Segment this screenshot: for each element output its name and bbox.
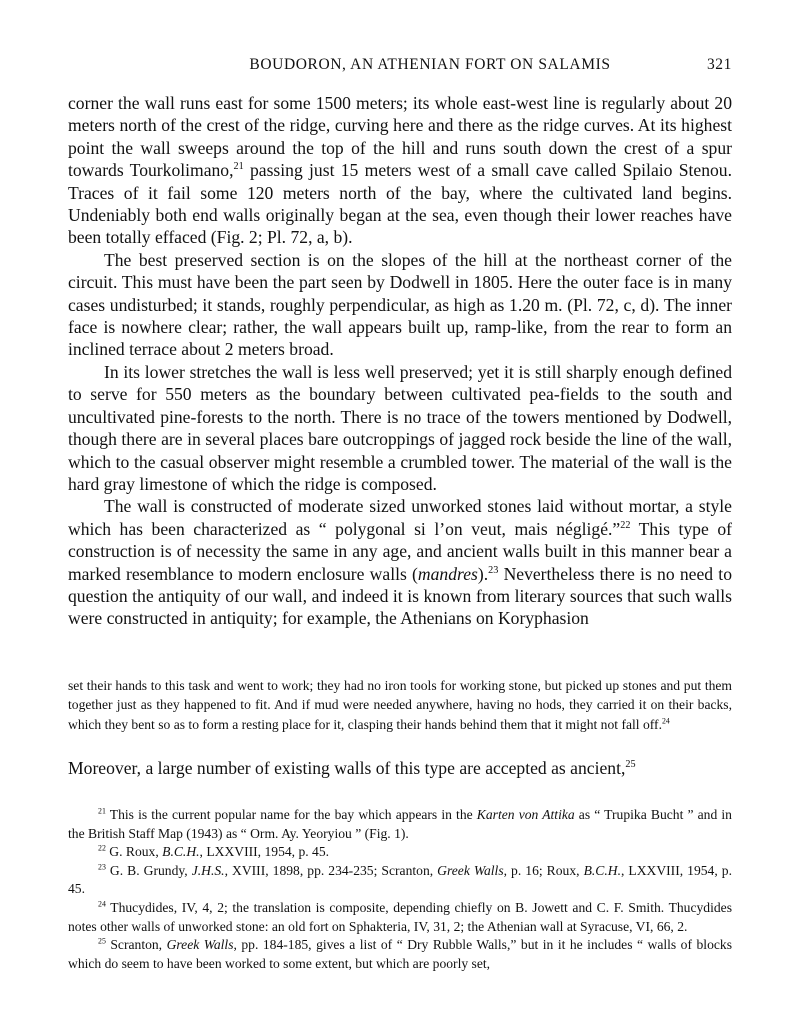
main-text xyxy=(68,92,732,630)
paragraph-4-text-d: Nevertheless there is no need to question the antiquity of our wall, and indeed it is known from literary sources that such walls were constructed in antiquity; for example, the Athenians on Koryphasion xyxy=(68,563,732,629)
footnote-number: 22 xyxy=(98,843,106,853)
footnote-text: , XVIII, 1898, pp. 234-235; Scranton, xyxy=(224,862,438,878)
paragraph-3: In its lower stretches the wall is less well preserved; yet it is still sharply enough defined to serve for 550 meters as the boundary between cultivated pea-fields to the south and uncultivated pine-forests to the north. There is no trace of the towers mentioned by Dodwell, though there are in several places bare outcroppings of jagged rock beside the line of the wall, which to the casual observer might resemble a crumbled tower. The material of the wall is the hard gray limestone of which the ridge is composed. xyxy=(68,361,732,494)
paragraph-after-quote xyxy=(68,757,732,779)
footnotes xyxy=(68,806,732,973)
paragraph-1-text-a: corner the wall runs east for some 1500 meters; its whole east-west line is regularly about 20 meters north of the crest of the ridge, curving here and there as the ridge curves. At its highest point the wall sweeps around the top of the hill and runs south down the crest of a spur towards Tourkolimano, xyxy=(68,93,732,181)
block-quote xyxy=(68,676,732,734)
footnote-italic: Greek Walls xyxy=(166,937,234,953)
footnote-text: , pp. 184-185, gives a list of “ Dry Rubble Walls,” but in it he includes “ walls of blocks which do seem to have been worked to some extent, but which are poorly set, xyxy=(68,937,732,971)
footnote-text: , LXXVIII, 1954, p. 45. xyxy=(199,844,330,860)
footnote-ref-25[interactable]: 25 xyxy=(625,759,636,771)
footnote-text: , LXXVIII, 1954, p. 45. xyxy=(68,862,732,897)
paragraph-4-text-c: ). xyxy=(477,563,489,584)
footnote-number: 23 xyxy=(98,862,106,872)
footnote-italic: B.C.H. xyxy=(162,844,200,860)
paragraph-1 xyxy=(68,92,732,249)
footnote-text: This is the current popular name for the bay which appears in the xyxy=(105,807,477,822)
footnote-ref-23[interactable]: 23 xyxy=(488,564,499,576)
footnote-number: 21 xyxy=(98,806,106,816)
footnote-ref-24[interactable]: 24 xyxy=(661,716,670,726)
italic-term-mandres: mandres xyxy=(417,563,478,584)
paragraph-4 xyxy=(68,495,732,629)
footnote-text: Scranton, xyxy=(105,937,167,953)
footnote-italic: Karten von Attika xyxy=(476,807,575,822)
footnote-text: Thucydides, IV, 4, 2; the translation is composite, depending chiefly on B. Jowett and C. F. Smith. Thucydides notes other walls of unworked stone: an old fort on Sphakteria, IV, 31, 2; the Athenian wall at Syracuse, VI, 66, 2. xyxy=(68,899,732,934)
footnote-25 xyxy=(68,936,732,973)
footnote-italic: Greek Walls xyxy=(437,862,504,878)
footnote-22 xyxy=(68,843,732,862)
footnote-ref-21[interactable]: 21 xyxy=(233,161,244,173)
paragraph-2: The best preserved section is on the slopes of the hill at the northeast corner of the circuit. This must have been the part seen by Dodwell in 1805. Here the outer face is in many cases undisturbed; it stands, roughly perpendicular, as high as 1.20 m. (Pl. 72, c, d). The inner face is nowhere clear; rather, the wall appears built up, ramp-like, from the rear to form an inclined terrace about 2 meters broad. xyxy=(68,249,732,360)
footnote-23 xyxy=(68,862,732,899)
after-quote-text: Moreover, a large number of existing walls of this type are accepted as ancient, xyxy=(68,758,626,778)
running-title: BOUDORON, AN ATHENIAN FORT ON SALAMIS xyxy=(249,56,611,73)
running-header xyxy=(68,56,732,80)
footnote-text: , p. 16; Roux, xyxy=(503,862,584,878)
paragraph-4-text-b: This type of construction is of necessity the same in any age, and ancient walls built in this manner bear a marked resemblance to modern enclosure walls ( xyxy=(68,518,732,584)
footnote-ref-22[interactable]: 22 xyxy=(620,519,631,531)
page-number: 321 xyxy=(706,56,732,73)
footnote-24 xyxy=(68,899,732,936)
footnote-text: as “ Trupika Bucht ” and in the British Staff Map (1943) as “ Orm. Ay. Yeoryiou ” (Fig. 1). xyxy=(68,807,732,841)
block-quote-text: set their hands to this task and went to work; they had no iron tools for working stone, but picked up stones and put them together just as they happened to fit. And if mud were needed anywhere, having no hods, they carried it on their backs, which they bent so as to form a resting place for it, clasping their hands behind them that it might not fall off. xyxy=(68,678,732,732)
footnote-21 xyxy=(68,806,732,843)
paragraph-1-text-b: passing just 15 meters west of a small cave called Spilaio Stenou. Traces of it fail some 120 meters north of the bay, where the cultivated land begins. Undeniably both end walls originally began at the sea, even though their lower reaches have been totally effaced (Fig. 2; Pl. 72, a, b). xyxy=(68,160,732,248)
footnote-text: G. B. Grundy, xyxy=(105,862,192,878)
footnote-text: G. Roux, xyxy=(105,844,163,860)
footnote-italic: J.H.S. xyxy=(191,862,225,878)
paragraph-4-text-a: The wall is constructed of moderate sized unworked stones laid without mortar, a style which has been characterized as “ polygonal si l’on veut, mais négligé.” xyxy=(68,496,732,539)
footnote-number: 24 xyxy=(98,899,106,909)
footnote-italic: B.C.H. xyxy=(583,862,621,878)
footnote-number: 25 xyxy=(98,936,106,946)
